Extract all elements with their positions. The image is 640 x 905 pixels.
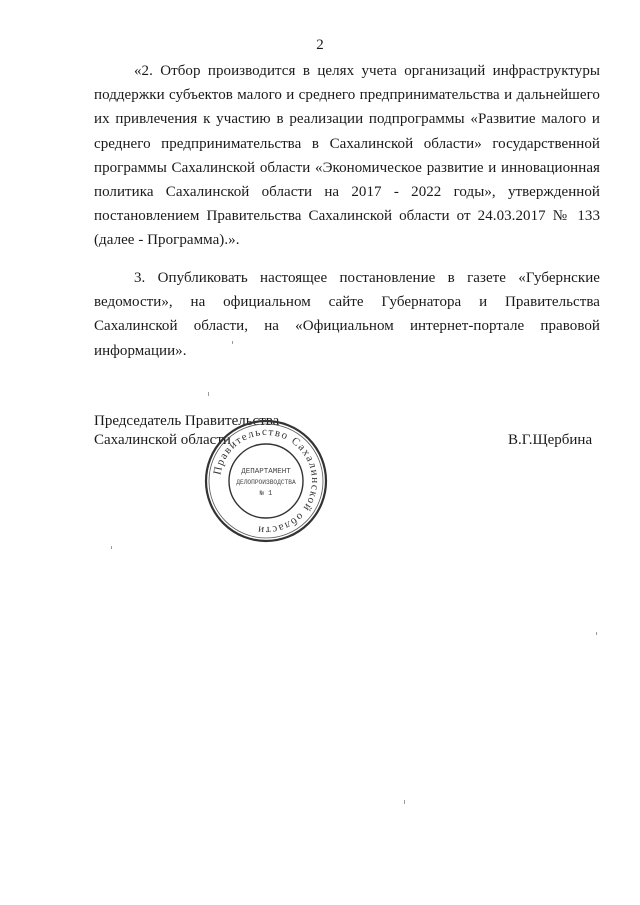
signatory-name: В.Г.Щербина [508,432,593,448]
paragraph-selection-criteria: «2. Отбор производится в целях учета организаций инфраструктуры поддержки субъектов малого и среднего предпринимательства и дальнейшего их привлечения к участию в реализации подпрограммы «Развитие малого и среднего предпринимательства в Сахалинской области» государственной программы Сахалинской области «Экономическое развитие и инновационная политика Сахалинской области на 2017 - 2022 годы», утвержденной постановлением Правительства Сахалинской области от 24.03.2017 № 133 (далее - Программа).». [94,63,600,249]
scan-artifact [208,392,209,396]
signatory-title-line1: Председатель Правительства [94,413,280,429]
official-seal [203,418,329,544]
signatory-title-line2: Сахалинской области [94,432,231,448]
scan-artifact [232,341,233,344]
seal-ring-text: Правительство Сахалинской области [211,425,322,537]
scan-artifact [596,632,597,635]
scan-artifact [404,800,405,804]
scan-artifact [111,546,112,549]
seal-center-line1: ДЕПАРТАМЕНТ [241,468,291,476]
seal-stamp-icon [203,418,329,544]
seal-center-line2: ДЕЛОПРОИЗВОДСТВА [236,479,296,486]
seal-center-line3: № 1 [259,490,273,498]
page-number: 2 [316,37,324,53]
paragraph-publication: 3. Опубликовать настоящее постановление в газете «Губернские ведомости», на официальном сайте Губернатора и Правительства Сахалинской области, на «Официальном интернет-портале правовой информации». [94,270,600,359]
